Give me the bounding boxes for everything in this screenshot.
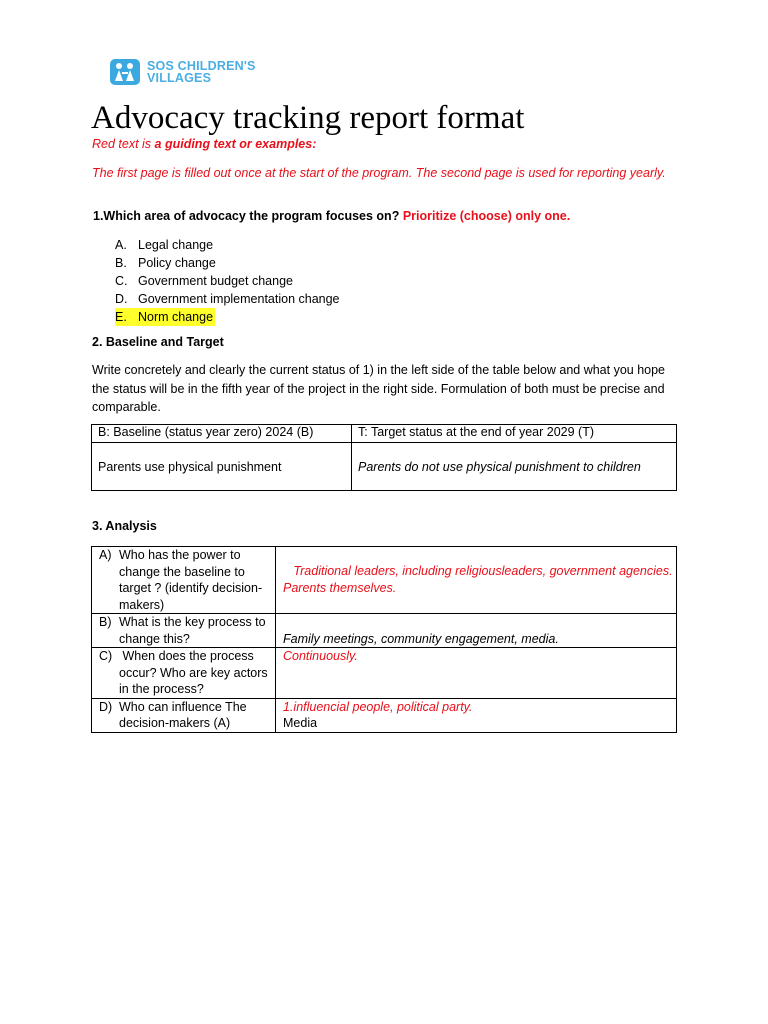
guide-instructions: The first page is filled out once at the start of the program. The second page is used for reporting yearly. bbox=[92, 166, 666, 180]
sos-logo-icon bbox=[110, 59, 140, 85]
guide-prefix: Red text is bbox=[92, 137, 155, 151]
section-3-heading: 3. Analysis bbox=[92, 519, 157, 533]
option-letter: C. bbox=[115, 274, 128, 288]
question-text: When does the process occur? Who are key actors in the process? bbox=[119, 649, 272, 696]
row-letter: B) bbox=[99, 615, 112, 629]
analysis-answer bbox=[276, 614, 677, 648]
section-2-heading: 2. Baseline and Target bbox=[92, 335, 224, 349]
analysis-row-c bbox=[92, 648, 677, 699]
logo-line-1: SOS CHILDREN'S bbox=[147, 59, 256, 73]
guide-emphasis: a guiding text or examples: bbox=[154, 137, 317, 151]
option-norm-change-selected bbox=[115, 308, 340, 326]
section-2-paragraph: Write concretely and clearly the current status of 1) in the left side of the table below and what you hope the status will be in the fifth year of the project in the right side. Formulation of both must be precise and comparable. bbox=[92, 363, 666, 414]
sos-logo-text bbox=[147, 60, 256, 84]
option-letter: D. bbox=[115, 292, 128, 306]
advocacy-options-list bbox=[115, 236, 340, 326]
sos-logo bbox=[110, 58, 256, 86]
analysis-question bbox=[92, 614, 276, 648]
question-1 bbox=[93, 209, 570, 223]
target-value: Parents do not use physical punishment to children bbox=[352, 443, 677, 491]
page-title: Advocacy tracking report format bbox=[91, 100, 525, 136]
analysis-question bbox=[92, 698, 276, 732]
selected-highlight bbox=[115, 308, 215, 326]
option-letter: B. bbox=[115, 256, 127, 270]
baseline-value: Parents use physical punishment bbox=[92, 443, 352, 491]
option-label: Government budget change bbox=[138, 274, 293, 288]
question-text: Who has the power to change the baseline to target ? (identify decision-makers) bbox=[119, 548, 263, 612]
baseline-target-table bbox=[91, 424, 677, 491]
option-implementation-change bbox=[115, 290, 340, 308]
answer-guidance: Continuously. bbox=[283, 649, 358, 663]
analysis-answer bbox=[276, 547, 677, 614]
analysis-row-a bbox=[92, 547, 677, 614]
question-text: What is the key process to change this? bbox=[119, 615, 266, 646]
option-budget-change bbox=[115, 272, 340, 290]
analysis-table bbox=[91, 546, 677, 733]
option-letter: A. bbox=[115, 238, 127, 252]
answer-guidance: 1.influencial people, political party. bbox=[283, 699, 473, 714]
analysis-question bbox=[92, 648, 276, 699]
baseline-header: B: Baseline (status year zero) 2024 (B) bbox=[92, 425, 352, 443]
question-text: Who can influence The decision-makers (A) bbox=[119, 699, 247, 730]
target-header: T: Target status at the end of year 2029 (T) bbox=[352, 425, 677, 443]
answer-guidance: Traditional leaders, including religiousleaders, government agencies. Parents themselves. bbox=[283, 564, 677, 595]
table-row bbox=[92, 443, 677, 491]
option-label: Norm change bbox=[138, 310, 214, 324]
logo-line-2: VILLAGES bbox=[147, 71, 212, 85]
analysis-question bbox=[92, 547, 276, 614]
option-label: Government implementation change bbox=[138, 292, 340, 306]
analysis-row-d bbox=[92, 698, 677, 732]
option-label: Legal change bbox=[138, 238, 214, 252]
guide-note bbox=[92, 137, 316, 151]
row-letter: C) bbox=[99, 649, 113, 663]
analysis-answer bbox=[276, 648, 677, 699]
row-letter: D) bbox=[99, 699, 113, 714]
analysis-answer bbox=[276, 698, 677, 732]
analysis-row-b bbox=[92, 614, 677, 648]
row-letter: A) bbox=[99, 548, 112, 562]
question-1-instruction: Prioritize (choose) only one. bbox=[402, 209, 571, 223]
option-letter: E. bbox=[115, 310, 127, 324]
option-label: Policy change bbox=[138, 256, 216, 270]
question-1-text: 1.Which area of advocacy the program focuses on? bbox=[93, 209, 403, 223]
table-header-row bbox=[92, 425, 677, 443]
option-legal-change bbox=[115, 236, 340, 254]
answer-text: Media bbox=[283, 716, 318, 730]
answer-text: Family meetings, community engagement, media. bbox=[283, 631, 559, 646]
option-policy-change bbox=[115, 254, 340, 272]
